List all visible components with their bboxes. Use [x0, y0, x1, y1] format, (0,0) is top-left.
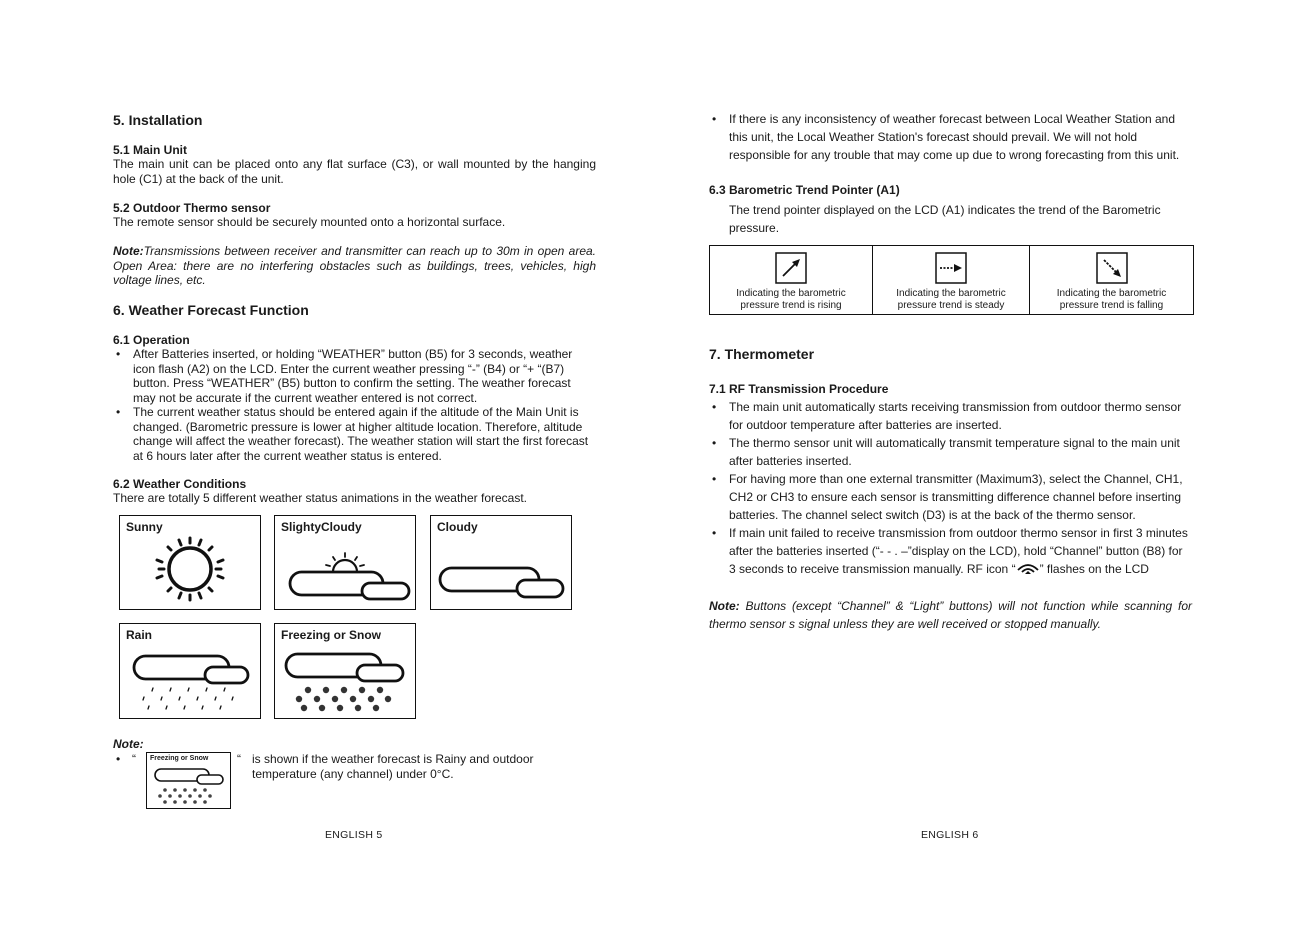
trend-cell-steady	[873, 246, 1030, 315]
section-5-1-text: The main unit can be placed onto any flat surface (C3), or wall mounted by the hanging hole (C1) at the back of the unit.	[113, 157, 596, 186]
weather-box-snow	[274, 623, 416, 719]
section-5-2-text: The remote sensor should be securely mounted onto a horizontal surface.	[113, 215, 506, 229]
installation-note	[113, 244, 596, 288]
weather-box-cloudy	[430, 515, 572, 610]
section-6-2-title: 6.2 Weather Conditions	[113, 477, 247, 491]
rf-procedure-list	[709, 398, 1192, 578]
section-7-title: 7. Thermometer	[709, 346, 815, 362]
quote-close: “	[237, 752, 241, 766]
weather-label: Sunny	[126, 520, 163, 534]
trend-text-line: pressure trend is rising	[740, 300, 842, 311]
list-item: • The thermo sensor unit will automatically transmit temperature signal to the main unit after batteries inserted.	[709, 434, 1192, 470]
list-item: • If there is any inconsistency of weather forecast between Local Weather Station and this unit, the Local Weather Station's forecast should prevail. We will not hold responsible for any trouble that may come up due to wrong forecasting from this unit.	[709, 110, 1189, 164]
weather-note-label: Note:	[113, 737, 144, 751]
trend-text-line: pressure trend is steady	[897, 300, 1005, 311]
trend-cell-falling	[1030, 246, 1194, 315]
scanning-note: Note: Buttons (except “Channel” & “Light” buttons) will not function while scanning for thermo sensor s signal unless they are well received or stopped manually.	[709, 599, 1192, 631]
page-footer-left: ENGLISH 5	[325, 829, 383, 841]
weather-label: SlightyCloudy	[281, 520, 362, 534]
weather-box-slightly-cloudy	[274, 515, 416, 610]
weather-box-sunny	[119, 515, 261, 610]
trend-text-line: Indicating the barometric	[1056, 288, 1167, 299]
list-item: • The main unit automatically starts receiving transmission from outdoor thermo sensor for outdoor temperature after batteries are inserted.	[709, 398, 1192, 434]
list-item: • If main unit failed to receive transmission from outdoor thermo sensor in first 3 minutes after the batteries inserted (“- - . –”display on the LCD), hold “Channel” button (B8) for 3 seconds to receive transmission manually. RF icon “ ” flashes on the LCD	[709, 524, 1192, 578]
forecast-disclaimer-list	[709, 110, 1189, 164]
page-right	[652, 0, 1304, 952]
quote-open: “	[132, 752, 136, 766]
weather-label: Freezing or Snow	[281, 628, 382, 642]
mini-snow-box	[146, 752, 231, 809]
arrow-falling-icon	[1096, 252, 1128, 284]
arrow-rising-icon	[775, 252, 807, 284]
weather-label: Rain	[126, 628, 153, 642]
weather-label: Cloudy	[437, 520, 478, 534]
list-item: • The current weather status should be entered again if the altitude of the Main Unit is changed. (Barometric pressure is lower at higher altitude location. Therefore, altitude change will affect the weather forecast). The weather station will start the first forecast at 6 hours later after the current weather status is entered.	[113, 405, 591, 463]
section-6-3-title: 6.3 Barometric Trend Pointer (A1)	[709, 183, 900, 197]
weather-note-text: is shown if the weather forecast is Rainy and outdoor temperature (any channel) under 0°C.	[252, 752, 534, 781]
trend-table	[709, 245, 1194, 315]
trend-text-line: Indicating the barometric	[896, 288, 1006, 299]
section-6-2-text: There are totally 5 different weather status animations in the weather forecast.	[113, 491, 527, 505]
trend-text-line: Indicating the barometric	[736, 288, 846, 299]
list-item: • For having more than one external transmitter (Maximum3), select the Channel, CH1, CH2 or CH3 to ensure each sensor is transmitting difference channel before inserting batteries. The channel select switch (D3) is at the back of the thermo sensor.	[709, 470, 1192, 524]
note-text: Transmissions between receiver and transmitter can reach up to 30m in open area. Open Area: there are no interfering obstacles such as buildings, trees, vehicles, high voltage lines, etc.	[113, 244, 596, 287]
mini-snow-label: Freezing or Snow	[150, 755, 209, 762]
arrow-steady-icon	[935, 252, 967, 284]
bullet: •	[116, 752, 121, 766]
note-text: Buttons (except “Channel” & “Light” buttons) will not function while scanning for thermo sensor s signal unless they are well received or stopped manually.	[709, 599, 1192, 631]
section-5-title: 5. Installation	[113, 112, 203, 128]
section-5-2-title: 5.2 Outdoor Thermo sensor	[113, 201, 271, 215]
operation-list	[113, 347, 591, 463]
section-7-1-title: 7.1 RF Transmission Procedure	[709, 382, 889, 396]
rf-signal-icon	[1016, 562, 1040, 575]
trend-cell-rising	[710, 246, 873, 315]
weather-box-rain	[119, 623, 261, 719]
section-6-1-title: 6.1 Operation	[113, 333, 190, 347]
mini-snow-icon	[147, 753, 232, 810]
note-label: Note:	[113, 244, 144, 258]
section-6-3-text: The trend pointer displayed on the LCD (A1) indicates the trend of the Barometric pressure.	[729, 203, 1161, 235]
trend-text-line: pressure trend is falling	[1059, 300, 1164, 311]
section-5-1-title: 5.1 Main Unit	[113, 143, 188, 157]
list-item: • After Batteries inserted, or holding “WEATHER” button (B5) for 3 seconds, weather icon flash (A2) on the LCD. Enter the current weather pressing “-” (B4) or “+ “(B7) button. Press “WEATHER” (B5) button to confirm the setting. The weather forecast may not be accurate if the current weather entered is not correct.	[113, 347, 591, 405]
page-footer-right: ENGLISH 6	[921, 829, 979, 841]
section-6-title: 6. Weather Forecast Function	[113, 302, 309, 318]
